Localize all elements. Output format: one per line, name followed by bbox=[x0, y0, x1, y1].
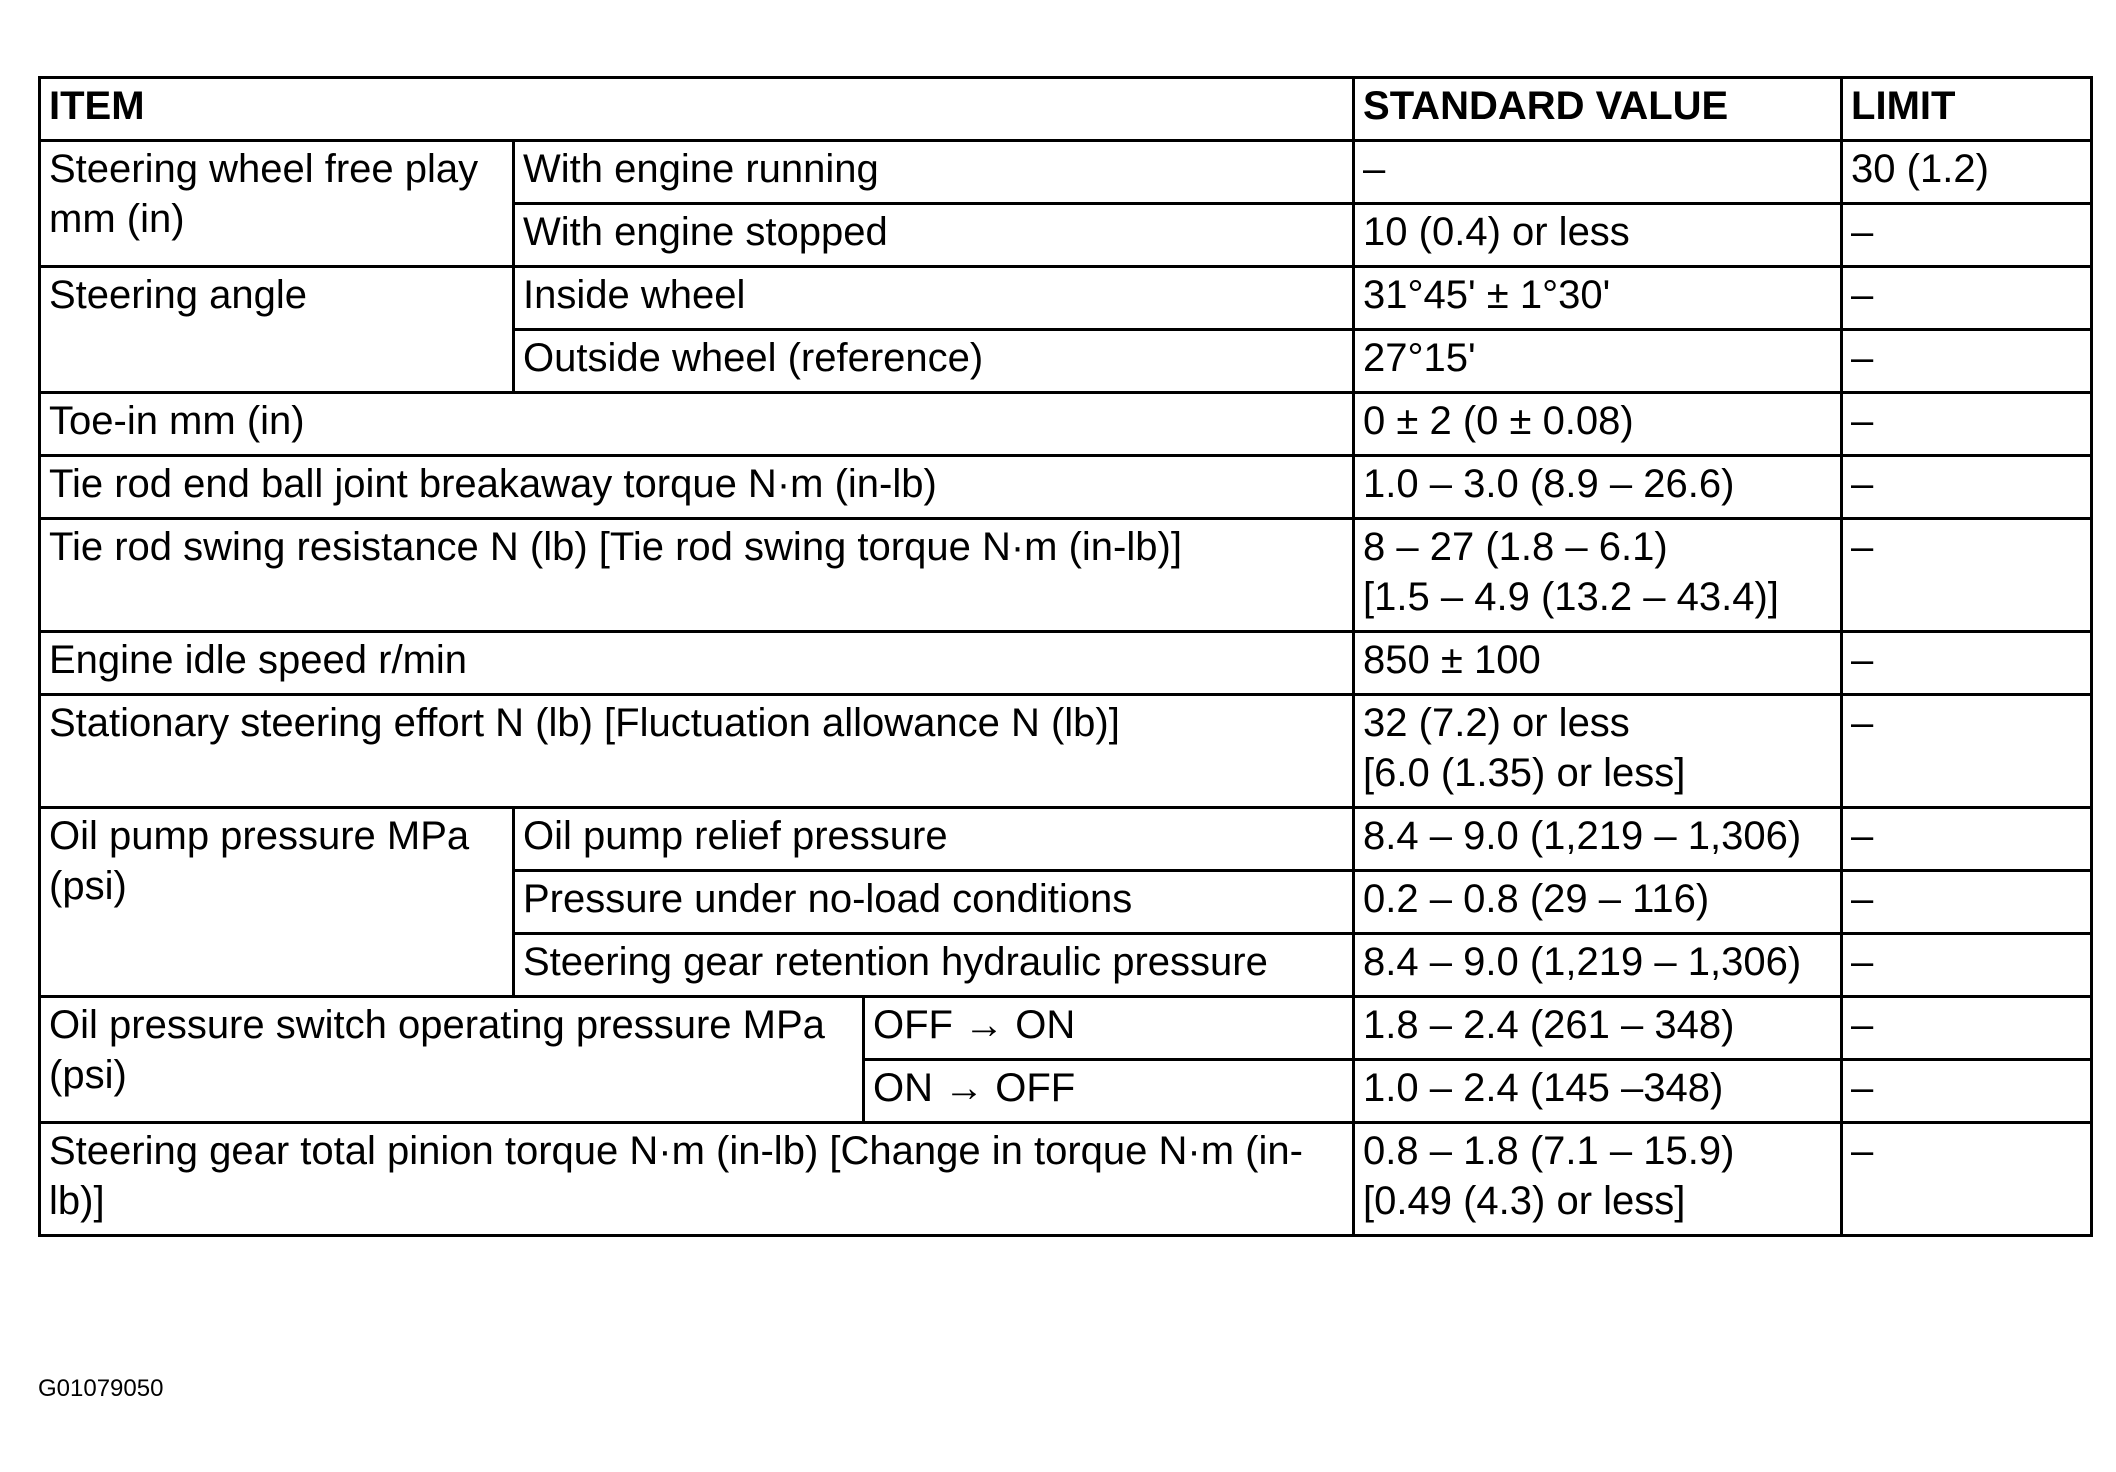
sub-item-cell: With engine stopped bbox=[514, 204, 1354, 267]
standard-value-cell: 1.8 – 2.4 (261 – 348) bbox=[1354, 997, 1842, 1060]
header-row bbox=[40, 78, 2092, 141]
limit-cell: – bbox=[1842, 204, 2092, 267]
item-cell: Toe-in mm (in) bbox=[40, 393, 1354, 456]
sub-item-cell: With engine running bbox=[514, 141, 1354, 204]
specification-table bbox=[38, 76, 2093, 1237]
sub-item-cell: Oil pump relief pressure bbox=[514, 808, 1354, 871]
table-row bbox=[40, 519, 2092, 632]
limit-cell: – bbox=[1842, 267, 2092, 330]
item-cell: Steering wheel free play mm (in) bbox=[40, 141, 514, 267]
standard-value-cell: – bbox=[1354, 141, 1842, 204]
limit-cell: – bbox=[1842, 393, 2092, 456]
item-cell: Tie rod swing resistance N (lb) [Tie rod swing torque N·m (in-lb)] bbox=[40, 519, 1354, 632]
limit-cell: – bbox=[1842, 1123, 2092, 1236]
standard-value-line: 0.8 – 1.8 (7.1 – 15.9) bbox=[1363, 1129, 1735, 1173]
sub-item-cell: Outside wheel (reference) bbox=[514, 330, 1354, 393]
sub-item-cell: OFF → ON bbox=[864, 997, 1354, 1060]
item-cell: Oil pressure switch operating pressure MPa (psi) bbox=[40, 997, 864, 1123]
sub-item-cell: Pressure under no-load conditions bbox=[514, 871, 1354, 934]
standard-value-cell: 850 ± 100 bbox=[1354, 632, 1842, 695]
standard-value-cell: 0.2 – 0.8 (29 – 116) bbox=[1354, 871, 1842, 934]
table-row bbox=[40, 808, 2092, 871]
standard-value-cell bbox=[1354, 519, 1842, 632]
standard-value-cell: 8.4 – 9.0 (1,219 – 1,306) bbox=[1354, 934, 1842, 997]
limit-cell: – bbox=[1842, 519, 2092, 632]
standard-value-cell: 1.0 – 3.0 (8.9 – 26.6) bbox=[1354, 456, 1842, 519]
limit-cell: – bbox=[1842, 695, 2092, 808]
standard-value-line: [6.0 (1.35) or less] bbox=[1363, 751, 1686, 795]
table-row bbox=[40, 141, 2092, 204]
sub-item-cell: ON → OFF bbox=[864, 1060, 1354, 1123]
table-row bbox=[40, 393, 2092, 456]
standard-value-line: 8 – 27 (1.8 – 6.1) bbox=[1363, 525, 1668, 569]
item-cell: Tie rod end ball joint breakaway torque N·m (in-lb) bbox=[40, 456, 1354, 519]
standard-value-cell bbox=[1354, 695, 1842, 808]
limit-cell: – bbox=[1842, 632, 2092, 695]
limit-cell: – bbox=[1842, 871, 2092, 934]
sub-item-cell: Inside wheel bbox=[514, 267, 1354, 330]
limit-cell: – bbox=[1842, 456, 2092, 519]
table-row bbox=[40, 997, 2092, 1060]
table-row bbox=[40, 267, 2092, 330]
table-row bbox=[40, 632, 2092, 695]
table-row bbox=[40, 1123, 2092, 1236]
header-item: ITEM bbox=[40, 78, 1354, 141]
table-row bbox=[40, 456, 2092, 519]
limit-cell: – bbox=[1842, 934, 2092, 997]
standard-value-cell bbox=[1354, 1123, 1842, 1236]
standard-value-cell: 10 (0.4) or less bbox=[1354, 204, 1842, 267]
standard-value-cell: 1.0 – 2.4 (145 –348) bbox=[1354, 1060, 1842, 1123]
standard-value-cell: 31°45' ± 1°30' bbox=[1354, 267, 1842, 330]
item-cell: Steering angle bbox=[40, 267, 514, 393]
limit-cell: – bbox=[1842, 997, 2092, 1060]
limit-cell: – bbox=[1842, 330, 2092, 393]
standard-value-cell: 27°15' bbox=[1354, 330, 1842, 393]
item-cell: Steering gear total pinion torque N·m (in-lb) [Change in torque N·m (in-lb)] bbox=[40, 1123, 1354, 1236]
item-cell: Oil pump pressure MPa (psi) bbox=[40, 808, 514, 997]
item-cell: Engine idle speed r/min bbox=[40, 632, 1354, 695]
standard-value-line: [0.49 (4.3) or less] bbox=[1363, 1179, 1686, 1223]
standard-value-cell: 8.4 – 9.0 (1,219 – 1,306) bbox=[1354, 808, 1842, 871]
table-row bbox=[40, 695, 2092, 808]
sub-item-cell: Steering gear retention hydraulic pressure bbox=[514, 934, 1354, 997]
figure-id: G01079050 bbox=[38, 1375, 164, 1402]
limit-cell: 30 (1.2) bbox=[1842, 141, 2092, 204]
limit-cell: – bbox=[1842, 1060, 2092, 1123]
standard-value-line: 32 (7.2) or less bbox=[1363, 701, 1630, 745]
standard-value-cell: 0 ± 2 (0 ± 0.08) bbox=[1354, 393, 1842, 456]
header-limit: LIMIT bbox=[1842, 78, 2092, 141]
header-standard-value: STANDARD VALUE bbox=[1354, 78, 1842, 141]
limit-cell: – bbox=[1842, 808, 2092, 871]
standard-value-line: [1.5 – 4.9 (13.2 – 43.4)] bbox=[1363, 575, 1779, 619]
item-cell: Stationary steering effort N (lb) [Fluctuation allowance N (lb)] bbox=[40, 695, 1354, 808]
